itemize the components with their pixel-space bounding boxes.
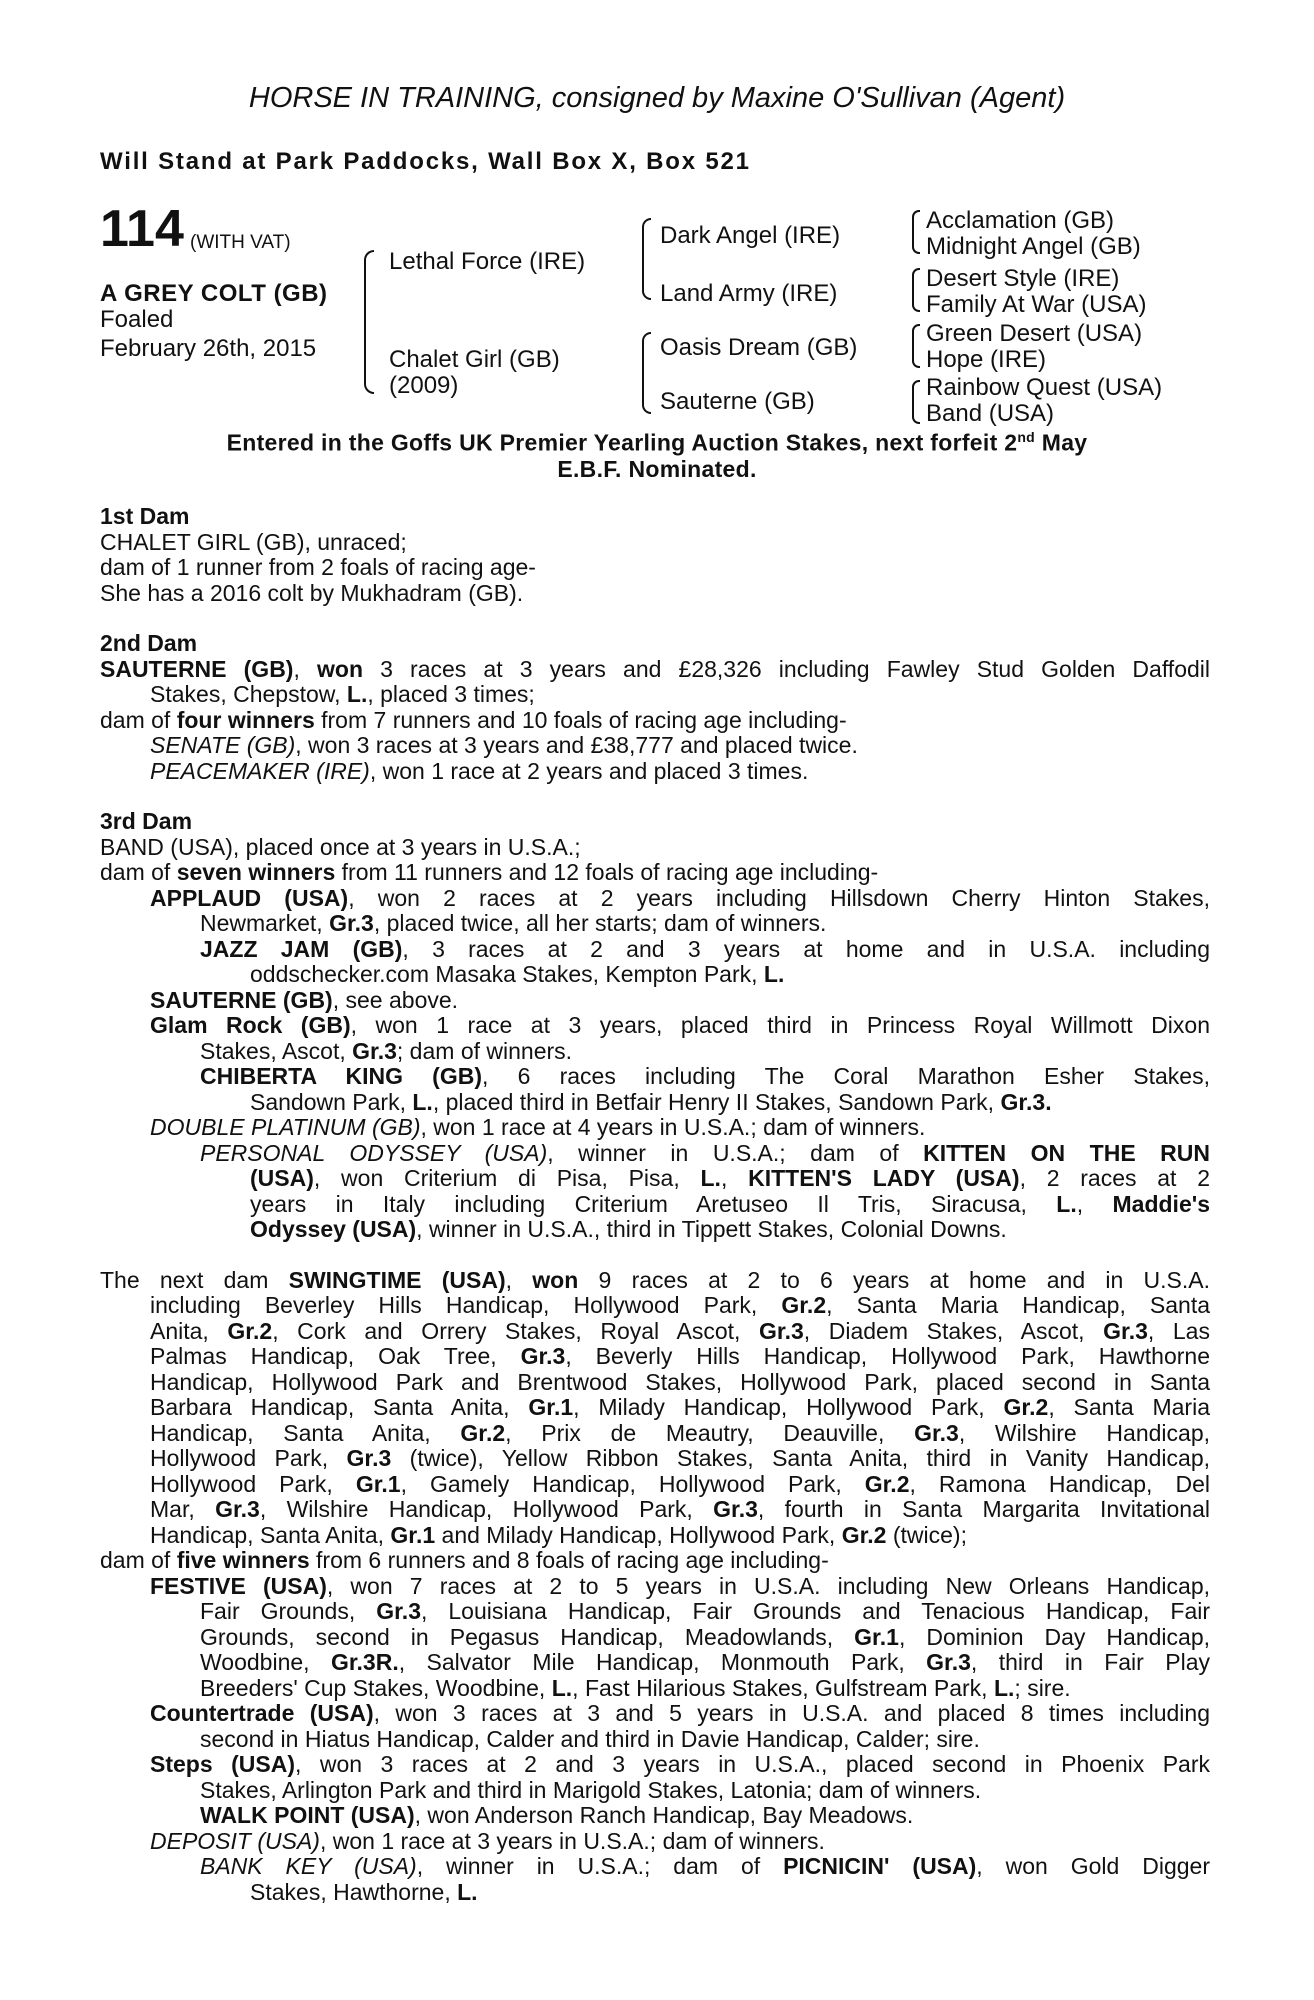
text: from 7 runners and 10 foals of racing age including- (314, 706, 847, 733)
text: , fourth in Santa Margarita Invitational (757, 1496, 1210, 1522)
text: Handicap, Santa Anita, (150, 1419, 461, 1446)
next-dam-line (100, 1676, 1210, 1702)
text: The next dam (100, 1266, 289, 1293)
text: , Las (1147, 1317, 1210, 1344)
third-dam-line (100, 1115, 1210, 1141)
race-grade: Gr.3 (1103, 1317, 1148, 1344)
horse-name: APPLAUD (USA) (150, 884, 349, 911)
race-grade: L. (1056, 1190, 1077, 1217)
text: , won 1 race at 3 years, placed third in Princess Royal Willmott Dixon (350, 1012, 1210, 1038)
foaled-date: February 26th, 2015 (100, 335, 317, 362)
text: , Salvator Mile Handicap, Monmouth Park, (398, 1649, 927, 1675)
first-dam-heading: 1st Dam (100, 503, 190, 529)
text: , won 3 races at 3 years and £38,777 and placed twice. (295, 732, 858, 758)
next-dam-line (100, 1829, 1210, 1855)
next-dam-line (100, 1523, 1210, 1549)
race-grade: L. (346, 681, 368, 707)
text: , Dominion Day Handicap, (898, 1623, 1211, 1650)
third-dam-line (100, 1064, 1210, 1090)
first-dam-line: She has a 2016 colt by Mukhadram (GB). (100, 579, 524, 606)
third-dam-heading: 3rd Dam (100, 808, 193, 834)
race-grade: Gr.2 (460, 1419, 506, 1446)
text: , won 1 race at 3 years in U.S.A.; dam of winners. (319, 1827, 825, 1854)
text: , Santa Maria Handicap, Santa (826, 1292, 1210, 1318)
horse-name: SAUTERNE (GB) (100, 655, 294, 682)
pedigree-brace-g3 (912, 324, 920, 368)
text: Handicap, Santa Anita, (150, 1521, 391, 1548)
text: years in Italy including Criterium Aretuseo Il Tris, Siracusa, (250, 1190, 1057, 1217)
third-dam-line (100, 1166, 1210, 1192)
text: 3 races at 3 years and £28,326 including Fawley Stud Golden Daffodil (363, 655, 1210, 682)
entries-text: Entered in the Goffs UK Premier Yearling Auction Stakes, next forfeit 2 (226, 429, 1018, 456)
race-grade: L. (700, 1165, 721, 1191)
race-grade: Gr.3 (329, 910, 374, 936)
next-dam-line (100, 1599, 1210, 1625)
race-grade: Gr.3 (914, 1419, 959, 1446)
text: , won Anderson Ranch Handicap, Bay Meadows. (414, 1802, 914, 1828)
pedigree-sire-dam: Land Army (IRE) (660, 280, 838, 307)
text: 9 races at 2 to 6 years at home and in U.S.A. (578, 1266, 1210, 1293)
text: (USA) (250, 1165, 314, 1191)
horse-name: PICNICIN' (USA) (783, 1853, 977, 1879)
text: , third in Fair Play (970, 1649, 1210, 1675)
next-dam-line (100, 1701, 1210, 1727)
text: , winner in U.S.A.; dam of (547, 1139, 924, 1166)
text: Newmarket, (200, 910, 330, 936)
next-dam-line (100, 1293, 1210, 1319)
text: Stakes, Ascot, (200, 1037, 353, 1064)
next-dam-line (100, 1497, 1210, 1523)
horse-name: DOUBLE PLATINUM (GB) (150, 1114, 421, 1140)
race-grade: Gr.3 (215, 1496, 260, 1522)
text: four winners (176, 706, 315, 733)
race-grade: Gr.3 (346, 1445, 392, 1471)
pedigree-ancestor-4: Family At War (USA) (926, 291, 1147, 318)
stand-location: Will Stand at Park Paddocks, Wall Box X, Box 521 (100, 148, 751, 175)
race-grade: Gr.2 (1003, 1394, 1049, 1420)
third-dam-line (100, 1013, 1210, 1039)
text: Palmas Handicap, Oak Tree, (150, 1343, 521, 1369)
third-dam-line (100, 860, 1210, 886)
text: , won Criterium di Pisa, Pisa, (313, 1165, 701, 1191)
text: , Prix de Meautry, Deauville, (505, 1419, 915, 1446)
second-dam-section (100, 631, 1210, 784)
text: including Beverley Hills Handicap, Hollywood Park, (150, 1292, 782, 1318)
next-dam-line (100, 1625, 1210, 1651)
second-dam-line (100, 759, 1210, 785)
text: , placed third in Betfair Henry II Stakes, Sandown Park, (432, 1088, 1001, 1115)
text: , Wilshire Handicap, Hollywood Park, (259, 1496, 714, 1522)
next-dam-line (100, 1344, 1210, 1370)
race-grade: L. (993, 1674, 1015, 1701)
pedigree-dam-sire: Oasis Dream (GB) (660, 334, 858, 361)
text: , Fast Hilarious Stakes, Gulfstream Park, (572, 1674, 994, 1701)
horse-name: Steps (USA) (150, 1751, 295, 1777)
second-dam-line (100, 733, 1210, 759)
race-grade: Gr.2 (864, 1470, 910, 1497)
vat-label: (WITH VAT) (190, 232, 291, 253)
race-grade: Gr.3 (1000, 1088, 1046, 1115)
text: , won 2 races at 2 years including Hillsdown Cherry Hinton Stakes, (348, 884, 1210, 911)
text: , Beverly Hills Handicap, Hollywood Park, Hawthorne (565, 1343, 1210, 1369)
third-dam-line (100, 1192, 1210, 1218)
next-dam-section (100, 1268, 1210, 1906)
horse-name: SAUTERNE (GB) (150, 986, 333, 1013)
text: Fair Grounds, (200, 1598, 377, 1624)
race-grade: Gr.3 (352, 1037, 397, 1064)
race-grade: Gr.3 (759, 1317, 804, 1344)
race-grade: Gr.1 (390, 1521, 436, 1548)
next-dam-line (100, 1446, 1210, 1472)
third-dam-line: BAND (USA), placed once at 3 years in U.S.A.; (100, 833, 581, 860)
text: , Milady Handicap, Hollywood Park, (573, 1394, 1004, 1420)
text: (twice), Yellow Ribbon Stakes, Santa Anita, third in Vanity Handicap, (391, 1445, 1210, 1471)
text: seven winners (176, 859, 336, 885)
pedigree-brace-g4 (912, 380, 920, 424)
race-grade: Gr.1 (528, 1394, 574, 1420)
entries-month: May (1035, 429, 1088, 456)
text: won (532, 1266, 579, 1293)
text: , placed 3 times; (367, 681, 535, 707)
race-grade: Gr.2 (841, 1521, 887, 1548)
pedigree-dam: Chalet Girl (GB) (389, 346, 560, 373)
horse-name: Glam Rock (GB) (150, 1012, 351, 1038)
horse-name: Maddie's (1112, 1190, 1210, 1217)
next-dam-line (100, 1268, 1210, 1294)
race-grade: Gr.1 (854, 1623, 899, 1650)
third-dam-line (100, 1217, 1210, 1243)
next-dam-line (100, 1752, 1210, 1778)
pedigree-ancestor-5: Green Desert (USA) (926, 320, 1143, 347)
race-grade: L. (457, 1878, 478, 1905)
text: , winner in U.S.A.; dam of (416, 1853, 784, 1879)
text: won (317, 655, 363, 682)
next-dam-line (100, 1472, 1210, 1498)
text: Mar, (150, 1496, 216, 1522)
text: , Santa Maria (1048, 1394, 1210, 1420)
foaled-label: Foaled (100, 306, 174, 333)
race-grade: Gr.3R. (330, 1649, 399, 1675)
text: , 3 races at 2 and 3 years at home and in U.S.A. including (402, 935, 1210, 962)
text: Hollywood Park, (150, 1445, 347, 1471)
third-dam-line: Sandown Park, L., placed third in Betfair Henry II Stakes, Sandown Park, Gr.3. (250, 1088, 1052, 1115)
next-dam-line (100, 1548, 1210, 1574)
first-dam-section (100, 504, 1210, 606)
text: , Gamely Handicap, Hollywood Park, (400, 1470, 865, 1497)
pedigree-brace-g2 (912, 268, 920, 312)
next-dam-line (100, 1395, 1210, 1421)
text: Sandown Park, (250, 1088, 413, 1115)
text: from 6 runners and 8 foals of racing age including- (309, 1547, 829, 1573)
third-dam-section (100, 809, 1210, 1243)
next-dam-line (100, 1421, 1210, 1447)
horse-name: KITTEN ON THE RUN (923, 1139, 1210, 1166)
next-dam-line (100, 1319, 1210, 1345)
text: ; sire. (1014, 1674, 1071, 1701)
text: dam of (100, 1547, 177, 1573)
third-dam-line (100, 1039, 1210, 1065)
text: Grounds, second in Pegasus Handicap, Meadowlands, (200, 1623, 855, 1650)
horse-name: PEACEMAKER (IRE) (150, 757, 370, 784)
horse-name: JAZZ JAM (GB) (200, 935, 403, 962)
horse-name: SWINGTIME (USA) (288, 1266, 506, 1293)
third-dam-line (100, 988, 1210, 1014)
text: Stakes, Chepstow, (150, 681, 347, 707)
third-dam-line (100, 937, 1210, 963)
race-grade: L. (763, 961, 785, 987)
text: Anita, (150, 1317, 228, 1344)
second-dam-heading: 2nd Dam (100, 630, 198, 656)
horse-name: SENATE (GB) (150, 732, 296, 758)
horse-name: CHIBERTA KING (GB) (200, 1063, 482, 1089)
horse-name: WALK POINT (USA) (200, 1802, 415, 1828)
text: from 11 runners and 12 foals of racing age including- (335, 859, 879, 885)
race-grade: Gr.2 (781, 1292, 827, 1318)
text: Hollywood Park, (150, 1470, 356, 1497)
pedigree-ancestor-6: Hope (IRE) (926, 346, 1047, 373)
pedigree-ancestor-8: Band (USA) (926, 400, 1055, 427)
race-grade: Gr.3 (926, 1649, 971, 1675)
horse-name: Countertrade (USA) (150, 1700, 374, 1726)
next-dam-line (100, 1574, 1210, 1600)
text: (twice); (886, 1521, 967, 1548)
ebf-nominated: E.B.F. Nominated. (557, 456, 757, 482)
horse-name: FESTIVE (USA) (150, 1572, 327, 1599)
text: Barbara Handicap, Santa Anita, (150, 1394, 529, 1420)
text: , won 1 race at 4 years in U.S.A.; dam of winners. (420, 1114, 926, 1140)
entries-line (0, 429, 1314, 457)
pedigree-ancestor-7: Rainbow Quest (USA) (926, 374, 1163, 401)
text: , 2 races at 2 (1019, 1165, 1211, 1191)
text: , won 7 races at 2 to 5 years in U.S.A. including New Orleans Handicap, (326, 1572, 1211, 1599)
third-dam-line (100, 1141, 1210, 1167)
horse-name: BANK KEY (USA) (200, 1853, 417, 1879)
pedigree-dam-year: (2009) (389, 372, 459, 399)
text: , won 3 races at 3 and 5 years in U.S.A. and placed 8 times including (373, 1700, 1210, 1726)
pedigree-sire-sire: Dark Angel (IRE) (660, 222, 841, 249)
next-dam-line: Stakes, Arlington Park and third in Marigold Stakes, Latonia; dam of winners. (200, 1776, 982, 1803)
text: five winners (176, 1547, 310, 1573)
text: Stakes, Hawthorne, (250, 1878, 458, 1905)
page-title: HORSE IN TRAINING, consigned by Maxine O'Sullivan (Agent) (248, 82, 1066, 114)
text: , (293, 655, 317, 682)
catalogue-body (100, 504, 1210, 1930)
third-dam-line (100, 962, 1210, 988)
pedigree-dam-dam: Sauterne (GB) (660, 388, 815, 415)
race-grade: Gr.3 (520, 1343, 566, 1369)
pedigree-ancestor-3: Desert Style (IRE) (926, 265, 1120, 292)
text: , (720, 1165, 749, 1191)
third-dam-line (100, 886, 1210, 912)
third-dam-line (100, 911, 1210, 937)
horse-name: DEPOSIT (USA) (150, 1827, 320, 1854)
race-grade: Gr.3 (713, 1496, 758, 1522)
text: , see above. (332, 986, 459, 1013)
pedigree-brace-main (364, 250, 374, 394)
lot-number: 114 (100, 200, 184, 258)
next-dam-line: Handicap, Hollywood Park and Brentwood Stakes, Hollywood Park, placed second in Santa (150, 1368, 1210, 1395)
text: , won 1 race at 2 years and placed 3 times. (369, 757, 809, 784)
pedigree-ancestor-1: Acclamation (GB) (926, 207, 1115, 234)
pedigree-sire: Lethal Force (IRE) (389, 248, 586, 275)
race-grade: L. (412, 1088, 433, 1115)
lot-description: A GREY COLT (GB) (100, 280, 328, 307)
second-dam-line (100, 682, 1210, 708)
text: , Diadem Stakes, Ascot, (803, 1317, 1104, 1344)
pedigree-ancestor-2: Midnight Angel (GB) (926, 233, 1141, 260)
pedigree-brace-sire (642, 218, 651, 300)
race-grade: Gr.3 (376, 1598, 421, 1624)
text: , winner in U.S.A., third in Tippett Stakes, Colonial Downs. (416, 1216, 1007, 1242)
first-dam-line: dam of 1 runner from 2 foals of racing age- (100, 554, 536, 580)
text: ; dam of winners. (396, 1037, 573, 1064)
text: and Milady Handicap, Hollywood Park, (435, 1521, 842, 1548)
next-dam-line: second in Hiatus Handicap, Calder and third in Davie Handicap, Calder; sire. (200, 1725, 980, 1752)
next-dam-line (100, 1880, 1210, 1906)
text: , Wilshire Handicap, (958, 1419, 1210, 1446)
text: , (505, 1266, 533, 1293)
next-dam-line (100, 1854, 1210, 1880)
text: , won 3 races at 2 and 3 years in U.S.A., placed second in Phoenix Park (294, 1751, 1210, 1777)
next-dam-line (100, 1803, 1210, 1829)
race-grade: Gr.2 (227, 1317, 273, 1344)
text: Woodbine, (200, 1649, 331, 1675)
horse-name: PERSONAL ODYSSEY (USA) (200, 1139, 548, 1166)
text: , Ramona Handicap, Del (909, 1470, 1210, 1497)
second-dam-line (100, 657, 1210, 683)
horse-name: KITTEN'S LADY (USA) (748, 1165, 1020, 1191)
race-grade: Gr.1 (355, 1470, 401, 1497)
text: oddschecker.com Masaka Stakes, Kempton Park, (250, 961, 764, 987)
text: , Cork and Orrery Stakes, Royal Ascot, (272, 1317, 759, 1344)
text: dam of (100, 859, 177, 885)
text: , 6 races including The Coral Marathon Esher Stakes, (482, 1063, 1210, 1089)
pedigree-brace-dam (642, 332, 651, 414)
text: Breeders' Cup Stakes, Woodbine, (200, 1674, 552, 1701)
race-grade: L. (551, 1674, 573, 1701)
first-dam-line: CHALET GIRL (GB), unraced; (100, 528, 407, 555)
entries-sup: nd (1017, 429, 1036, 445)
second-dam-line (100, 708, 1210, 734)
text: , (1076, 1190, 1113, 1217)
text: dam of (100, 706, 177, 733)
text: , Louisiana Handicap, Fair Grounds and Tenacious Handicap, Fair (421, 1598, 1211, 1624)
pedigree-brace-g1 (912, 210, 920, 254)
text: , placed twice, all her starts; dam of winners. (373, 910, 827, 936)
horse-name: Odyssey (USA) (250, 1216, 417, 1242)
next-dam-line (100, 1650, 1210, 1676)
text: , won Gold Digger (976, 1853, 1210, 1879)
